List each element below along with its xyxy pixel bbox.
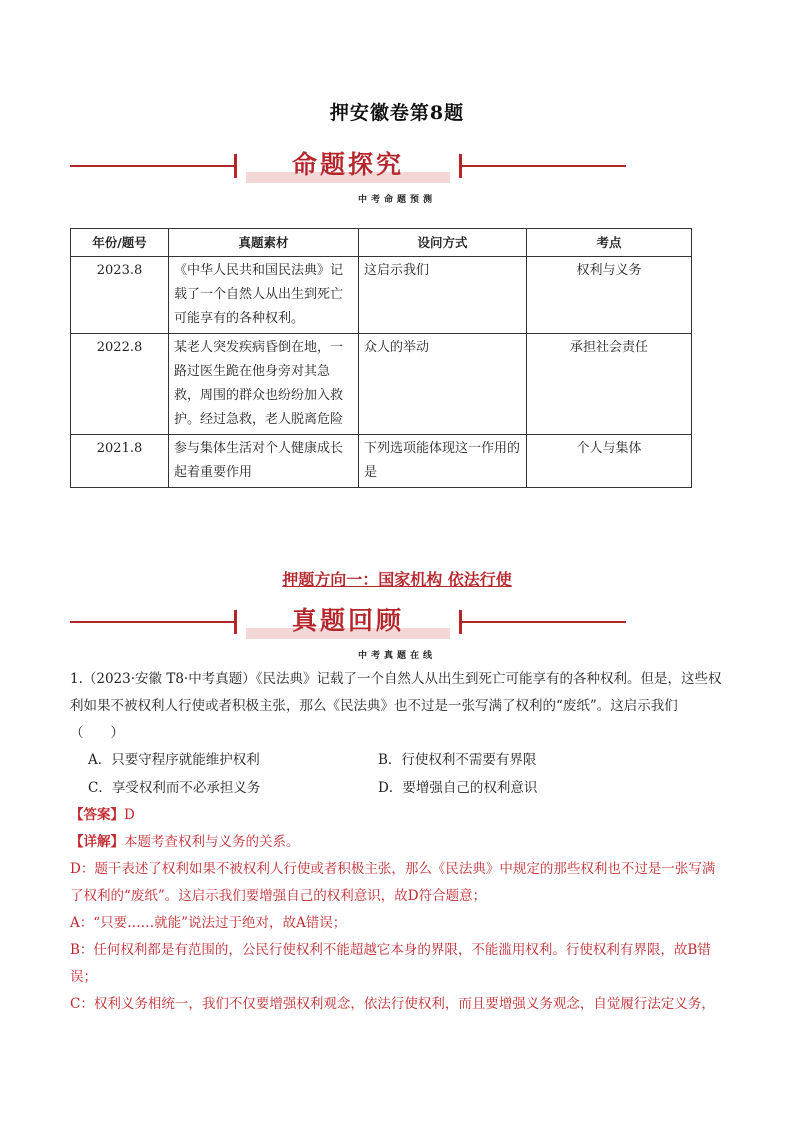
banner-rule-right (461, 165, 626, 167)
explanation-key: C： (70, 996, 94, 1012)
explanation-key: D： (70, 861, 95, 877)
explanation-b (70, 937, 724, 991)
cell-material: 某老人突发疾病昏倒在地，一路过医生跪在他身旁对其急救，周围的群众也纷纷加入救护。经过急救，老人脱离危险 (169, 334, 359, 435)
header-material: 真题素材 (169, 229, 359, 257)
banner-subcaption: 中考真题在线 (357, 651, 436, 661)
detail-label: 【详解】 (70, 834, 124, 850)
question-stem (70, 666, 724, 747)
cell-material: 《中华人民共和国民法典》记载了一个自然人从出生到死亡可能享有的各种权利。 (169, 257, 359, 334)
banner-rule-left (70, 621, 235, 623)
cell-point: 承担社会责任 (527, 334, 692, 435)
table-row (71, 257, 692, 334)
option-c: C．享受权利而不必承担义务 (88, 780, 261, 796)
explanation-text: 题干表述了权利如果不被权利人行使或者积极主张，那么《民法典》中规定的那些权利也不过是一张写满了权利的“废纸”。这启示我们要增强自己的权利意识，故D符合题意； (70, 861, 716, 904)
banner-label: 命题探究 (291, 150, 404, 179)
explanation-text: 任何权利都是有范围的，公民行使权利不能超越它本身的界限，不能滥用权利。行使权利有界限，故B错误； (70, 942, 711, 985)
explanation-key: A： (70, 915, 94, 931)
cell-point: 个人与集体 (527, 435, 692, 488)
table-row (71, 334, 692, 435)
option-d: D．要增强自己的权利意识 (378, 780, 538, 796)
section-banner-review (70, 604, 626, 640)
header-year: 年份/题号 (71, 229, 169, 257)
banner-rule-left (70, 165, 235, 167)
header-point: 考点 (527, 229, 692, 257)
exam-topics-table (70, 228, 692, 488)
cell-question: 下列选项能体现这一作用的是 (359, 435, 527, 488)
cell-question: 这启示我们 (359, 257, 527, 334)
banner-rule-right (461, 621, 626, 623)
header-question: 设问方式 (359, 229, 527, 257)
answer-line (70, 802, 724, 829)
cell-year: 2023.8 (71, 257, 169, 334)
explanation-c (70, 991, 724, 1018)
cell-point: 权利与义务 (527, 257, 692, 334)
banner-label: 真题回顾 (291, 606, 404, 635)
explanation-text: 权利义务相统一，我们不仅要增强权利观念，依法行使权利，而且要增强义务观念，自觉履行法定义务， (93, 996, 715, 1012)
banner-subcaption: 中考命题预测 (357, 195, 436, 205)
detail-line (70, 829, 724, 856)
section-banner-exploration (70, 148, 626, 184)
option-a: A．只要守程序就能维护权利 (88, 752, 260, 768)
answer-value: D (124, 807, 135, 823)
direction-title: 押题方向一：国家机构 依法行使 (282, 570, 512, 589)
option-b: B．行使权利不需要有界限 (378, 752, 537, 768)
explanation-a (70, 910, 724, 937)
cell-question: 众人的举动 (359, 334, 527, 435)
question-options (88, 746, 708, 806)
document-title: 押安徽卷第8题 (329, 102, 465, 124)
cell-year: 2022.8 (71, 334, 169, 435)
answer-section (70, 802, 724, 1018)
question-stem-text: 1.（2023·安徽 T8·中考真题）《民法典》记载了一个自然人从出生到死亡可能享有的各种权利。但是，这些权利如果不被权利人行使或者积极主张，那么《民法典》也不过是一张写满了权利的“废纸”。这启示我们（ ） (70, 671, 722, 741)
explanation-text: “只要……就能”说法过于绝对，故A错误； (93, 915, 347, 931)
explanation-key: B： (70, 942, 94, 958)
banner-tick-left (234, 154, 237, 178)
banner-tick-left (234, 610, 237, 634)
answer-label: 【答案】 (70, 807, 124, 823)
explanation-d (70, 856, 724, 910)
cell-year: 2021.8 (71, 435, 169, 488)
detail-text: 本题考查权利与义务的关系。 (124, 834, 300, 850)
cell-material: 参与集体生活对个人健康成长起着重要作用 (169, 435, 359, 488)
table-row (71, 435, 692, 488)
table-header-row (71, 229, 692, 257)
